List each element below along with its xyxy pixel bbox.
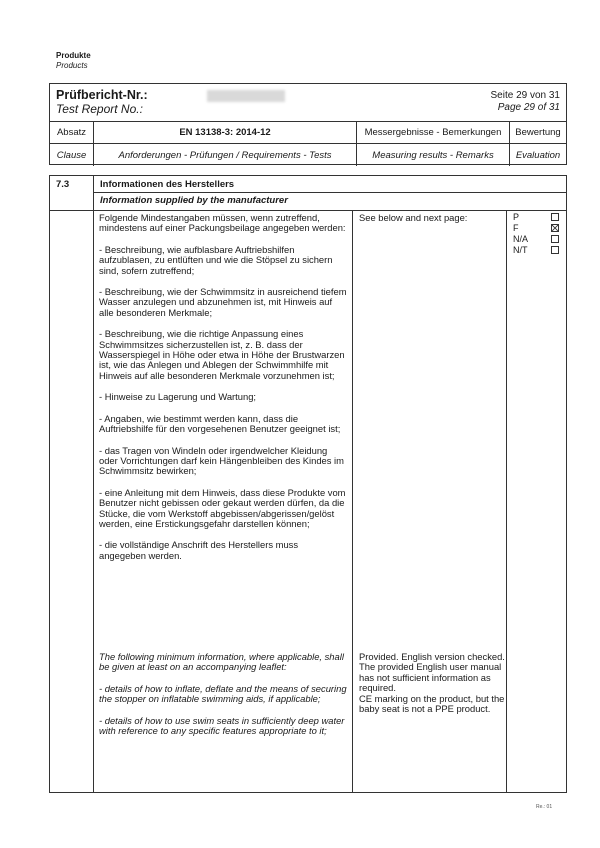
column-headers-en bbox=[50, 144, 566, 166]
evaluation-row-na bbox=[513, 234, 563, 245]
clause-number: 7.3 bbox=[56, 179, 70, 190]
req-de-item: - Angaben, wie bestimmt werden kann, dass die Auftriebshilfe für den vorgesehenen Benutzer geeignet ist; bbox=[99, 412, 341, 435]
evaluation-row-nt bbox=[513, 245, 563, 256]
report-number-label-de: Prüfbericht-Nr.: bbox=[56, 88, 148, 102]
divider bbox=[352, 210, 353, 792]
report-number-label-en: Test Report No.: bbox=[56, 102, 143, 116]
col-requirements: Anforderungen - Prüfungen / Requirements - Tests bbox=[94, 144, 357, 166]
req-en-item: - details of how to use swim seats in sufficiently deep water with reference to any specific features appropriate to it; bbox=[99, 714, 345, 737]
report-header-table bbox=[49, 83, 567, 165]
req-de-item: - Beschreibung, wie aufblasbare Auftriebshilfen aufzublasen, zu entlüften und wie die Stöpsel zu sichern sind, sofern zutreffend; bbox=[99, 243, 333, 276]
report-title-row bbox=[50, 84, 566, 122]
evaluation-checkboxes bbox=[513, 212, 563, 256]
evaluation-row-fail bbox=[513, 223, 563, 234]
footer-reference: Re.: 01 bbox=[536, 804, 553, 810]
req-de-item: - eine Anleitung mit dem Hinweis, dass diese Produkte vom Benutzer nicht gebissen oder gekaut werden dürfen, da die Stücke, die vom Werkstoff abgebissen/abgerissen/gelöst werden, eine Erstickungsgefahr darstellen können; bbox=[99, 486, 346, 529]
col-results-de: Messergebnisse - Bemerkungen bbox=[357, 121, 510, 143]
requirement-text-de bbox=[99, 213, 347, 561]
page-number-en: Page 29 of 31 bbox=[497, 102, 560, 113]
col-results-en: Measuring results - Remarks bbox=[357, 144, 510, 166]
products-label-en: Products bbox=[56, 61, 88, 70]
requirement-text-en bbox=[99, 652, 347, 736]
divider bbox=[93, 192, 566, 193]
divider bbox=[50, 210, 566, 211]
products-header bbox=[56, 51, 91, 71]
evaluation-label: N/T bbox=[513, 245, 528, 255]
section-title-en: Information supplied by the manufacturer bbox=[100, 195, 288, 206]
evaluation-label: P bbox=[513, 212, 520, 222]
checkbox-nt[interactable] bbox=[551, 246, 559, 254]
page-number-de: Seite 29 von 31 bbox=[490, 90, 560, 101]
checkbox-fail[interactable] bbox=[551, 224, 559, 232]
checkbox-pass[interactable] bbox=[551, 213, 559, 221]
column-headers-de bbox=[50, 121, 566, 144]
req-en-intro: The following minimum information, where applicable, shall be given at least on an accompanying leaflet: bbox=[99, 651, 344, 673]
remark-first: See below and next page: bbox=[359, 212, 468, 223]
evaluation-row-pass bbox=[513, 212, 563, 223]
section-title-de: Informationen des Herstellers bbox=[100, 179, 235, 190]
req-de-item: - die vollständige Anschrift des Herstellers muss angegeben werden. bbox=[99, 539, 299, 561]
req-de-item: - Hinweise zu Lagerung und Wartung; bbox=[99, 391, 257, 403]
remark-second: Provided. English version checked. The provided English user manual has not sufficient information as required. CE marking on the product, but the baby seat is not a PPE product. bbox=[359, 651, 505, 715]
divider bbox=[93, 176, 94, 792]
col-clause: Clause bbox=[50, 144, 94, 166]
req-de-item: - das Tragen von Windeln oder irgendwelcher Kleidung oder Vorrichtungen darf kein Hängenbleiben des Kindes im Schwimmsitz bewirken; bbox=[99, 444, 344, 477]
col-standard: EN 13138-3: 2014-12 bbox=[94, 121, 357, 143]
redacted-report-number bbox=[207, 90, 285, 102]
evaluation-label: F bbox=[513, 223, 519, 233]
col-evaluation-en: Evaluation bbox=[515, 149, 561, 161]
req-en-item: - details of how to inflate, deflate and the means of securing the stopper on inflatable swimming aids, if applicable; bbox=[99, 682, 347, 705]
req-de-intro: Folgende Mindestangaben müssen, wenn zutreffend, mindestens auf einer Packungsbeilage angegeben werden: bbox=[99, 212, 346, 234]
req-de-item: - Beschreibung, wie der Schwimmsitz in ausreichend tiefem Wasser anzulegen und abzunehmen ist, mit Hinweis auf alle besonderen Merkmale; bbox=[99, 286, 347, 318]
evaluation-label: N/A bbox=[513, 234, 529, 244]
cross-mark-icon bbox=[552, 225, 558, 231]
col-absatz: Absatz bbox=[50, 121, 94, 143]
products-label-de: Produkte bbox=[56, 51, 91, 60]
clause-table bbox=[49, 175, 567, 793]
checkbox-na[interactable] bbox=[551, 235, 559, 243]
req-de-item: - Beschreibung, wie die richtige Anpassung eines Schwimmsitzes sicherzustellen ist, z. B. dass der Wasserspiegel in Höhe oder etwa in Höhe der Brustwarzen ist, wie das Anlegen und Ablegen der Schwimmhilfe mit Hinweis auf alle besonderen Merkmale vorzunehmen ist; bbox=[99, 328, 345, 381]
col-evaluation-de: Bewertung bbox=[515, 126, 561, 138]
